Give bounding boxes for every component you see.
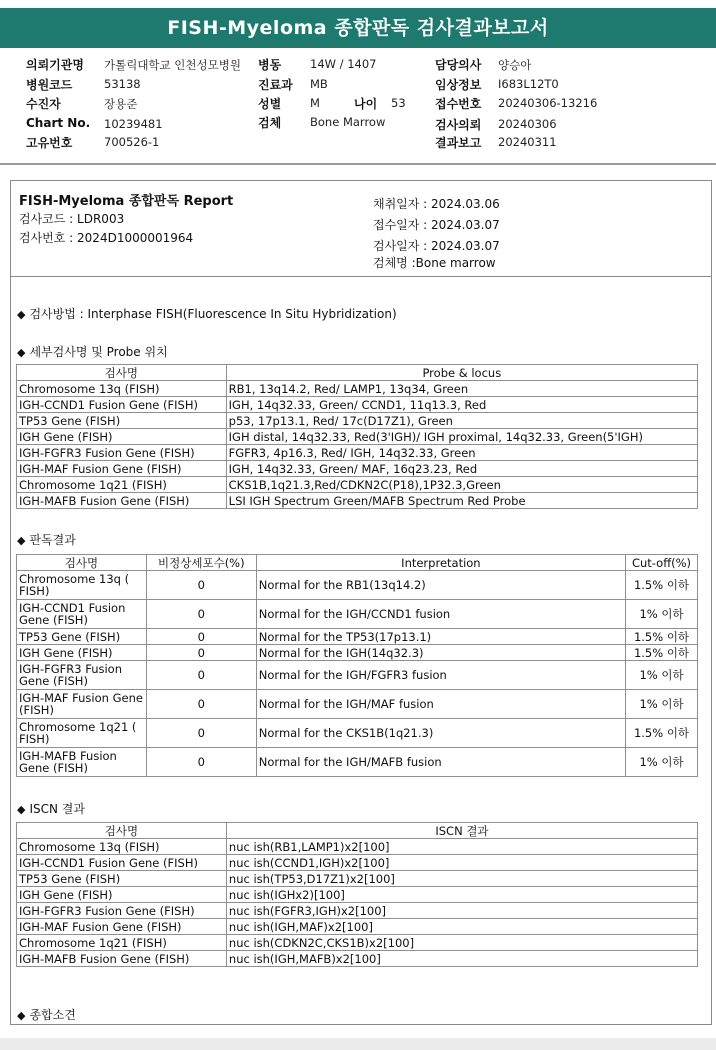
table-row	[17, 413, 698, 429]
age-label: 나이	[354, 97, 378, 111]
table-row	[17, 629, 698, 645]
interpretation-cell: Normal for the IGH/MAF fusion	[256, 690, 625, 719]
cutoff-cell: 1.5% 이하	[626, 629, 698, 645]
unique-no-value: 700526-1	[104, 135, 160, 149]
interpretation-cell: Normal for the IGH/FGFR3 fusion	[256, 661, 625, 690]
department-label: 진료과	[258, 78, 293, 92]
table-header-row	[17, 823, 698, 839]
table-row	[17, 690, 698, 719]
table-header-row	[17, 555, 698, 571]
iscn-section-label: ISCN 결과	[29, 802, 85, 816]
cutoff-cell: 1% 이하	[626, 748, 698, 777]
interpretation-cell: Normal for the RB1(13q14.2)	[256, 571, 625, 600]
column-header: Cut-off(%)	[626, 555, 698, 571]
probe-cell: FGFR3, 4p16.3, Red/ IGH, 14q32.33, Green	[226, 445, 697, 461]
column-header: 검사명	[17, 555, 147, 571]
test-name-cell: IGH Gene (FISH)	[17, 887, 227, 903]
test-name-cell: Chromosome 13q ( FISH)	[17, 571, 147, 600]
test-name-cell: Chromosome 13q (FISH)	[17, 839, 227, 855]
column-header: Probe & locus	[226, 365, 697, 381]
test-name-cell: IGH-MAFB Fusion Gene (FISH)	[17, 493, 227, 509]
table-row	[17, 839, 698, 855]
age-value: 53	[391, 96, 406, 110]
ward-value: 14W / 1407	[310, 57, 377, 71]
column-header: Interpretation	[256, 555, 625, 571]
probe-section-title	[17, 343, 168, 360]
table-row	[17, 871, 698, 887]
test-number: 검사번호 : 2024D1000001964	[19, 231, 194, 245]
test-name-cell: TP53 Gene (FISH)	[17, 871, 227, 887]
header-divider	[0, 163, 716, 165]
probe-cell: IGH, 14q32.33, Green/ MAF, 16q23.23, Red	[226, 461, 697, 477]
result-section-title	[17, 531, 76, 548]
probe-cell: IGH distal, 14q32.33, Red(3'IGH)/ IGH proximal, 14q32.33, Green(5'IGH)	[226, 429, 697, 445]
test-name-cell: IGH-MAF Fusion Gene (FISH)	[17, 690, 147, 719]
diamond-icon: ◆	[17, 308, 26, 321]
iscn-cell: nuc ish(IGHx2)[100]	[226, 887, 697, 903]
table-row	[17, 600, 698, 629]
report-body	[10, 180, 712, 1025]
table-row	[17, 903, 698, 919]
test-date: 검사일자 : 2024.03.07	[373, 239, 500, 253]
interpretation-cell: Normal for the IGH/CCND1 fusion	[256, 600, 625, 629]
table-row	[17, 748, 698, 777]
abnormal-percent-cell: 0	[146, 629, 256, 645]
cutoff-cell: 1.5% 이하	[626, 645, 698, 661]
table-row	[17, 571, 698, 600]
doctor-value: 양승아	[498, 58, 532, 72]
cutoff-cell: 1% 이하	[626, 661, 698, 690]
method-section	[17, 305, 397, 322]
chart-no-value: 10239481	[104, 117, 163, 131]
receipt-date: 접수일자 : 2024.03.07	[373, 218, 500, 232]
test-code: 검사코드 : LDR003	[19, 212, 125, 226]
report-summary-box	[11, 181, 711, 277]
summary-section-label: 종합소견	[29, 1008, 76, 1022]
column-header: ISCN 결과	[226, 823, 697, 839]
test-name-cell: TP53 Gene (FISH)	[17, 413, 227, 429]
test-name-cell: Chromosome 1q21 (FISH)	[17, 477, 227, 493]
probe-cell: RB1, 13q14.2, Red/ LAMP1, 13q34, Green	[226, 381, 697, 397]
unique-no-label: 고유번호	[26, 136, 73, 150]
column-header: 비정상세포수(%)	[146, 555, 256, 571]
iscn-cell: nuc ish(FGFR3,IGH)x2[100]	[226, 903, 697, 919]
test-name-cell: IGH Gene (FISH)	[17, 645, 147, 661]
report-date-label: 결과보고	[435, 136, 482, 150]
test-name-cell: IGH-MAF Fusion Gene (FISH)	[17, 919, 227, 935]
test-name-cell: IGH-CCND1 Fusion Gene (FISH)	[17, 397, 227, 413]
diamond-icon: ◆	[17, 346, 26, 359]
probe-cell: LSI IGH Spectrum Green/MAFB Spectrum Red Probe	[226, 493, 697, 509]
department-value: MB	[310, 77, 328, 91]
iscn-cell: nuc ish(RB1,LAMP1)x2[100]	[226, 839, 697, 855]
probe-section-label: 세부검사명 및 Probe 위치	[29, 345, 168, 359]
chart-no-label: Chart No.	[26, 116, 91, 130]
test-name-cell: IGH-CCND1 Fusion Gene (FISH)	[17, 600, 147, 629]
test-name-cell: Chromosome 1q21 (FISH)	[17, 935, 227, 951]
receipt-no-label: 접수번호	[435, 97, 482, 111]
specimen-name: 검체명 :Bone marrow	[373, 256, 496, 270]
test-name-cell: IGH-MAFB Fusion Gene (FISH)	[17, 748, 147, 777]
sex-value: M	[310, 96, 320, 110]
iscn-section-title	[17, 800, 85, 817]
probe-table	[16, 364, 698, 509]
table-row	[17, 661, 698, 690]
iscn-cell: nuc ish(CCND1,IGH)x2[100]	[226, 855, 697, 871]
hospital-label: 의뢰기관명	[26, 58, 84, 72]
iscn-cell: nuc ish(TP53,D17Z1)x2[100]	[226, 871, 697, 887]
request-date-value: 20240306	[498, 117, 557, 131]
result-table	[16, 554, 698, 777]
hospital-code-value: 53138	[104, 77, 141, 91]
table-row	[17, 429, 698, 445]
table-row	[17, 951, 698, 967]
method-text: 검사방법 : Interphase FISH(Fluorescence In Situ Hybridization)	[29, 307, 397, 321]
diamond-icon: ◆	[17, 803, 26, 816]
page-footer-bar	[0, 1038, 716, 1050]
ward-label: 병동	[258, 58, 282, 72]
collection-date: 채취일자 : 2024.03.06	[373, 197, 500, 211]
test-name-cell: TP53 Gene (FISH)	[17, 629, 147, 645]
diamond-icon: ◆	[17, 534, 26, 547]
test-name-cell: IGH-FGFR3 Fusion Gene (FISH)	[17, 903, 227, 919]
clinical-info-value: I683L12T0	[498, 77, 559, 91]
cutoff-cell: 1% 이하	[626, 690, 698, 719]
request-date-label: 검사의뢰	[435, 118, 482, 132]
result-section-label: 판독결과	[29, 533, 76, 547]
abnormal-percent-cell: 0	[146, 690, 256, 719]
cutoff-cell: 1.5% 이하	[626, 719, 698, 748]
test-name-cell: Chromosome 13q (FISH)	[17, 381, 227, 397]
column-header: 검사명	[17, 823, 227, 839]
summary-section-title	[17, 1006, 76, 1023]
column-header: 검사명	[17, 365, 227, 381]
interpretation-cell: Normal for the CKS1B(1q21.3)	[256, 719, 625, 748]
report-date-value: 20240311	[498, 135, 557, 149]
abnormal-percent-cell: 0	[146, 719, 256, 748]
report-title: FISH-Myeloma 종합판독 검사결과보고서	[0, 8, 716, 48]
iscn-cell: nuc ish(IGH,MAF)x2[100]	[226, 919, 697, 935]
table-row	[17, 381, 698, 397]
specimen-label: 검체	[258, 116, 282, 130]
hospital-code-label: 병원코드	[26, 78, 73, 92]
interpretation-cell: Normal for the IGH/MAFB fusion	[256, 748, 625, 777]
iscn-cell: nuc ish(CDKN2C,CKS1B)x2[100]	[226, 935, 697, 951]
specimen-value: Bone Marrow	[310, 115, 386, 129]
probe-cell: p53, 17p13.1, Red/ 17c(D17Z1), Green	[226, 413, 697, 429]
interpretation-cell: Normal for the IGH(14q32.3)	[256, 645, 625, 661]
test-name-cell: IGH-MAFB Fusion Gene (FISH)	[17, 951, 227, 967]
table-row	[17, 855, 698, 871]
probe-cell: IGH, 14q32.33, Green/ CCND1, 11q13.3, Red	[226, 397, 697, 413]
table-row	[17, 461, 698, 477]
table-row	[17, 645, 698, 661]
doctor-label: 담당의사	[435, 58, 482, 72]
patient-label: 수진자	[26, 97, 61, 111]
cutoff-cell: 1% 이하	[626, 600, 698, 629]
table-row	[17, 445, 698, 461]
iscn-cell: nuc ish(IGH,MAFB)x2[100]	[226, 951, 697, 967]
table-row	[17, 397, 698, 413]
clinical-info-label: 임상정보	[435, 78, 482, 92]
probe-cell: CKS1B,1q21.3,Red/CDKN2C(P18),1P32.3,Green	[226, 477, 697, 493]
hospital-value: 가톨릭대학교 인천성모병원	[104, 58, 241, 72]
table-row	[17, 887, 698, 903]
iscn-table	[16, 822, 698, 967]
table-row	[17, 935, 698, 951]
patient-info	[0, 52, 716, 160]
sex-label: 성별	[258, 97, 282, 111]
table-row	[17, 719, 698, 748]
table-header-row	[17, 365, 698, 381]
test-name-cell: Chromosome 1q21 ( FISH)	[17, 719, 147, 748]
report-subtitle: FISH-Myeloma 종합판독 Report	[19, 194, 234, 209]
test-name-cell: IGH Gene (FISH)	[17, 429, 227, 445]
abnormal-percent-cell: 0	[146, 748, 256, 777]
diamond-icon: ◆	[17, 1009, 26, 1022]
test-name-cell: IGH-MAF Fusion Gene (FISH)	[17, 461, 227, 477]
patient-value: 장용준	[104, 97, 138, 111]
cutoff-cell: 1.5% 이하	[626, 571, 698, 600]
table-row	[17, 493, 698, 509]
table-row	[17, 477, 698, 493]
abnormal-percent-cell: 0	[146, 571, 256, 600]
interpretation-cell: Normal for the TP53(17p13.1)	[256, 629, 625, 645]
test-name-cell: IGH-FGFR3 Fusion Gene (FISH)	[17, 445, 227, 461]
test-name-cell: IGH-CCND1 Fusion Gene (FISH)	[17, 855, 227, 871]
table-row	[17, 919, 698, 935]
abnormal-percent-cell: 0	[146, 661, 256, 690]
abnormal-percent-cell: 0	[146, 645, 256, 661]
abnormal-percent-cell: 0	[146, 600, 256, 629]
test-name-cell: IGH-FGFR3 Fusion Gene (FISH)	[17, 661, 147, 690]
receipt-no-value: 20240306-13216	[498, 96, 598, 110]
